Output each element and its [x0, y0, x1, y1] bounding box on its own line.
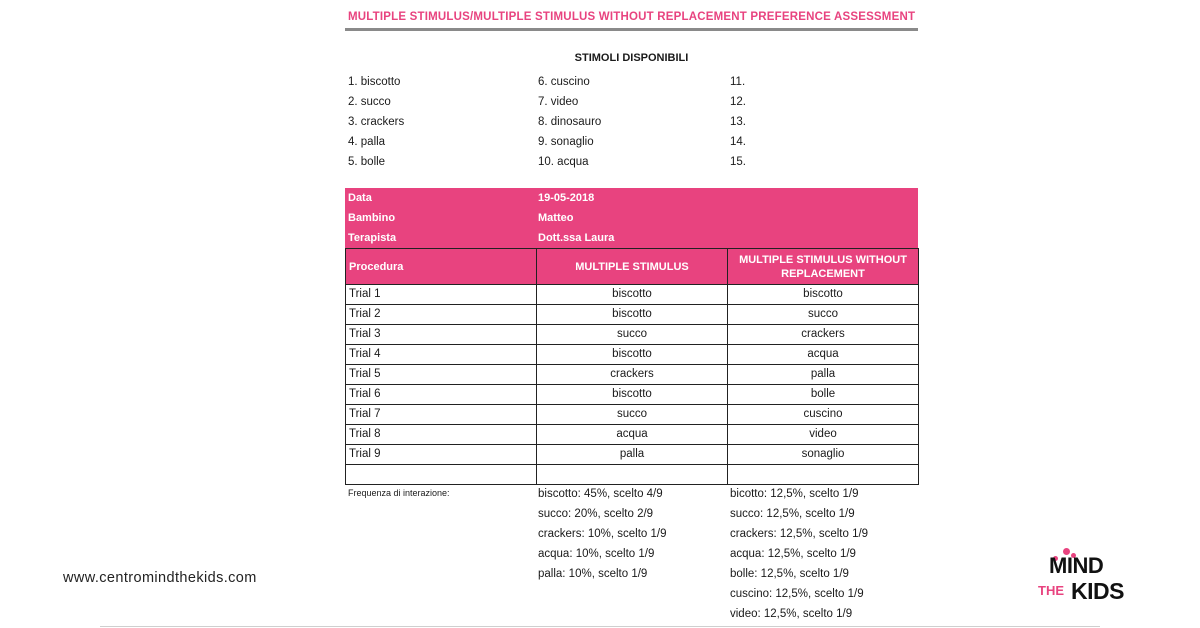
info-row-date	[345, 188, 918, 208]
stimulus-item: 8. dinosauro	[538, 116, 602, 128]
ms-choice: biscotto	[537, 305, 728, 325]
table-row	[346, 305, 919, 325]
trial-label: Trial 3	[346, 325, 537, 345]
stimulus-item: 6. cuscino	[538, 76, 590, 88]
frequency-item: bolle: 12,5%, scelto 1/9	[730, 568, 849, 580]
therapist-label: Terapista	[348, 232, 397, 244]
stimulus-item: 10. acqua	[538, 156, 589, 168]
table-row	[346, 365, 919, 385]
mswo-choice: video	[728, 425, 919, 445]
mind-the-kids-logo	[1035, 545, 1135, 615]
logo-word-kids: KIDS	[1071, 578, 1124, 604]
mswo-choice	[728, 465, 919, 485]
mswo-choice: palla	[728, 365, 919, 385]
stimulus-item: 12.	[730, 96, 746, 108]
table-row	[346, 405, 919, 425]
info-row-child	[345, 208, 918, 228]
website-link[interactable]: www.centromindthekids.com	[63, 570, 257, 586]
table-row	[346, 465, 919, 485]
mswo-choice: sonaglio	[728, 445, 919, 465]
info-row-therapist	[345, 228, 918, 248]
stimulus-item: 9. sonaglio	[538, 136, 594, 148]
frequency-item: bicotto: 12,5%, scelto 1/9	[730, 488, 859, 500]
table-row	[346, 345, 919, 365]
ms-choice: acqua	[537, 425, 728, 445]
document-title: MULTIPLE STIMULUS/MULTIPLE STIMULUS WITHOUT REPLACEMENT PREFERENCE ASSESSMENT	[348, 11, 916, 23]
child-value: Matteo	[538, 212, 574, 224]
frequency-label: Frequenza di interazione:	[348, 488, 450, 498]
title-divider	[345, 28, 918, 31]
therapist-value: Dott.ssa Laura	[538, 232, 615, 244]
stimuli-column-1	[348, 72, 404, 172]
trial-label: Trial 6	[346, 385, 537, 405]
frequency-item: acqua: 12,5%, scelto 1/9	[730, 548, 856, 560]
trial-label: Trial 5	[346, 365, 537, 385]
mswo-choice: bolle	[728, 385, 919, 405]
column-header-mswo: MULTIPLE STIMULUS WITHOUT REPLACEMENT	[728, 249, 919, 285]
mswo-choice: biscotto	[728, 285, 919, 305]
ms-choice: biscotto	[537, 285, 728, 305]
table-row	[346, 325, 919, 345]
footer-divider	[100, 626, 1100, 627]
mswo-choice: acqua	[728, 345, 919, 365]
logo-word-mind: MIND	[1049, 553, 1104, 578]
trial-label: Trial 8	[346, 425, 537, 445]
stimulus-item: 15.	[730, 156, 746, 168]
trials-table	[345, 248, 919, 485]
stimulus-item: 2. succo	[348, 96, 391, 108]
trial-label: Trial 9	[346, 445, 537, 465]
stimulus-item: 13.	[730, 116, 746, 128]
logo-word-the: THE	[1038, 583, 1064, 598]
stimulus-item: 4. palla	[348, 136, 386, 148]
frequency-item: cuscino: 12,5%, scelto 1/9	[730, 588, 864, 600]
table-row	[346, 385, 919, 405]
ms-choice	[537, 465, 728, 485]
frequency-item: video: 12,5%, scelto 1/9	[730, 608, 853, 620]
stimulus-item: 5. bolle	[348, 156, 386, 168]
frequency-item: crackers: 12,5%, scelto 1/9	[730, 528, 869, 540]
mswo-choice: cuscino	[728, 405, 919, 425]
ms-choice: biscotto	[537, 345, 728, 365]
date-label: Data	[348, 192, 372, 204]
stimulus-item: 7. video	[538, 96, 579, 108]
ms-choice: biscotto	[537, 385, 728, 405]
child-label: Bambino	[348, 212, 396, 224]
table-header-row	[346, 249, 919, 285]
ms-choice: succo	[537, 405, 728, 425]
ms-choice: succo	[537, 325, 728, 345]
frequency-item: succo: 20%, scelto 2/9	[538, 508, 654, 520]
stimuli-column-3	[730, 72, 746, 172]
stimuli-column-2	[538, 72, 601, 172]
stimuli-heading: STIMOLI DISPONIBILI	[574, 52, 689, 64]
mswo-choice: succo	[728, 305, 919, 325]
stimulus-item: 3. crackers	[348, 116, 405, 128]
date-value: 19-05-2018	[538, 192, 595, 204]
session-info-block	[345, 188, 918, 248]
frequency-mswo-list	[730, 484, 868, 624]
trial-label: Trial 4	[346, 345, 537, 365]
frequency-item: biscotto: 45%, scelto 4/9	[538, 488, 663, 500]
column-header-procedure: Procedura	[346, 249, 537, 285]
table-row	[346, 285, 919, 305]
stimulus-item: 14.	[730, 136, 746, 148]
trial-label: Trial 2	[346, 305, 537, 325]
stimulus-item: 11.	[730, 76, 746, 88]
frequency-item: succo: 12,5%, scelto 1/9	[730, 508, 855, 520]
frequency-item: palla: 10%, scelto 1/9	[538, 568, 648, 580]
ms-choice: palla	[537, 445, 728, 465]
frequency-ms-list	[538, 484, 666, 584]
stimulus-item: 1. biscotto	[348, 76, 401, 88]
column-header-ms: MULTIPLE STIMULUS	[537, 249, 728, 285]
trial-label: Trial 1	[346, 285, 537, 305]
frequency-item: crackers: 10%, scelto 1/9	[538, 528, 667, 540]
trial-label: Trial 7	[346, 405, 537, 425]
frequency-item: acqua: 10%, scelto 1/9	[538, 548, 655, 560]
trial-label	[346, 465, 537, 485]
table-row	[346, 445, 919, 465]
ms-choice: crackers	[537, 365, 728, 385]
table-row	[346, 425, 919, 445]
mswo-choice: crackers	[728, 325, 919, 345]
